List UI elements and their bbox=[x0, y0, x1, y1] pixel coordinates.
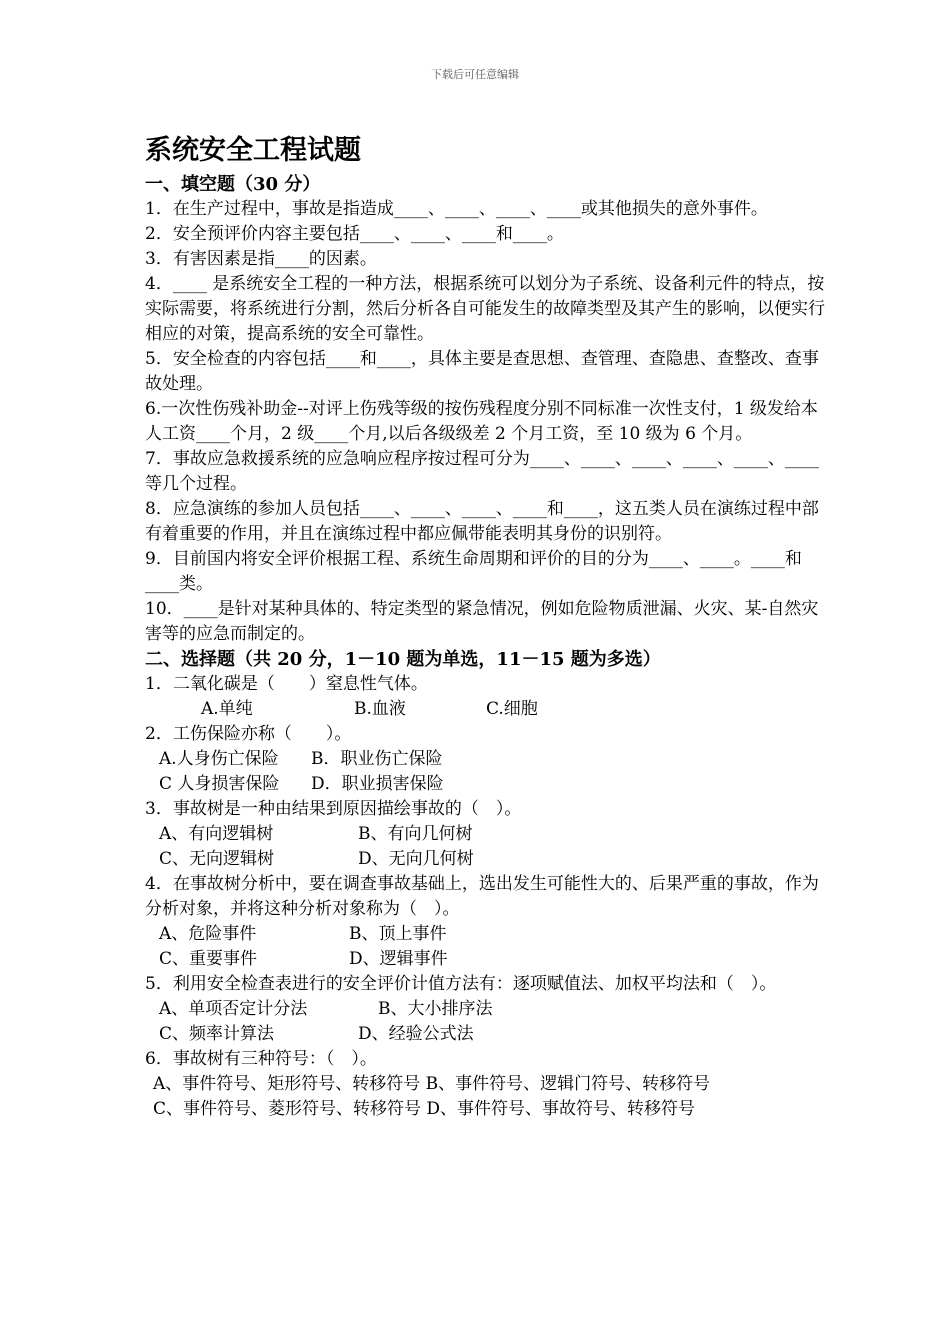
choice-question-3: 3．事故树是一种由结果到原因描绘事故的（ ）。 bbox=[145, 799, 522, 819]
choice-options-2-cd bbox=[145, 772, 825, 797]
option-a: A、危险事件 bbox=[159, 924, 257, 944]
choice-options-1 bbox=[145, 697, 825, 722]
fill-question-1: 1．在生产过程中，事故是指造成____、____、____、____或其他损失的意外事件。 bbox=[145, 199, 768, 219]
choice-options-4-ab bbox=[145, 922, 825, 947]
option-c: C.细胞 bbox=[486, 699, 538, 719]
option-d: D、逻辑事件 bbox=[349, 949, 448, 969]
choice-question-1: 1．二氧化碳是（ ）窒息性气体。 bbox=[145, 674, 428, 694]
option-d: D、无向几何树 bbox=[358, 849, 474, 869]
option-c: C、频率计算法 bbox=[159, 1024, 275, 1044]
fill-question-5: 5．安全检查的内容包括____和____，具体主要是查思想、查管理、查隐患、查整改、查事故处理。 bbox=[145, 349, 819, 394]
fill-question-4: 4．____ 是系统安全工程的一种方法，根据系统可以划分为子系统、设备利元件的特点，按实际需要，将系统进行分割，然后分析各自可能发生的故障类型及其产生的影响，以便实行相应的对策，提高系统的安全可靠性。 bbox=[145, 274, 825, 344]
fill-question-7: 7．事故应急救援系统的应急响应程序按过程可分为____、____、____、____、____、____等几个过程。 bbox=[145, 449, 819, 494]
choice-question-4: 4．在事故树分析中，要在调查事故基础上，选出发生可能性大的、后果严重的事故，作为分析对象，并将这种分析对象称为（ ）。 bbox=[145, 874, 819, 919]
option-b: B、顶上事件 bbox=[349, 924, 447, 944]
option-a: A.单纯 bbox=[201, 699, 253, 719]
choice-options-3-ab bbox=[145, 822, 825, 847]
fill-question-3: 3．有害因素是指____的因素。 bbox=[145, 249, 377, 269]
header-note: 下载后可任意编辑 bbox=[431, 68, 519, 81]
fill-question-10: 10．____是针对某种具体的、特定类型的紧急情况，例如危险物质泄漏、火灾、某-自然灾害等的应急而制定的。 bbox=[145, 599, 819, 644]
choice-options-3-cd bbox=[145, 847, 825, 872]
section-choice-heading: 二、选择题（共 20 分，1－10 题为单选，11－15 题为多选） bbox=[145, 649, 661, 670]
option-c: C、无向逻辑树 bbox=[159, 849, 275, 869]
page-title: 系统安全工程试题 bbox=[145, 135, 361, 166]
option-a: A.人身伤亡保险 bbox=[159, 749, 279, 769]
fill-question-8: 8．应急演练的参加人员包括____、____、____、____和____，这五类人员在演练过程中部有着重要的作用，并且在演练过程中都应佩带能表明其身份的识别符。 bbox=[145, 499, 819, 544]
option-d: D．职业损害保险 bbox=[311, 774, 444, 794]
choice-question-2: 2．工伤保险亦称（ ）。 bbox=[145, 724, 352, 744]
choice-options-6-cd: C、事件符号、菱形符号、转移符号 D、事件符号、事故符号、转移符号 bbox=[153, 1099, 696, 1119]
option-b: B、有向几何树 bbox=[358, 824, 473, 844]
option-c: C 人身损害保险 bbox=[159, 774, 280, 794]
choice-options-4-cd bbox=[145, 947, 825, 972]
choice-question-5: 5．利用安全检查表进行的安全评价计值方法有：逐项赋值法、加权平均法和（ ）。 bbox=[145, 974, 777, 994]
choice-options-5-cd bbox=[145, 1022, 825, 1047]
fill-question-6: 6.一次性伤残补助金--对评上伤残等级的按伤残程度分别不同标准一次性支付，1 级发给本人工资____个月，2 级____个月,以后各级级差 2 个月工资，至 10 级为 6 个月。 bbox=[145, 399, 818, 444]
option-a: A、有向逻辑树 bbox=[159, 824, 274, 844]
option-a: A、单项否定计分法 bbox=[159, 999, 308, 1019]
option-d: D、经验公式法 bbox=[358, 1024, 474, 1044]
section-fill-heading: 一、填空题（30 分） bbox=[145, 174, 321, 195]
choice-options-6-ab: A、事件符号、矩形符号、转移符号 B、事件符号、逻辑门符号、转移符号 bbox=[153, 1074, 711, 1094]
option-b: B、大小排序法 bbox=[378, 999, 493, 1019]
choice-options-5-ab bbox=[145, 997, 825, 1022]
document-body bbox=[145, 132, 825, 1122]
choice-question-6: 6．事故树有三种符号：（ ）。 bbox=[145, 1049, 377, 1069]
option-c: C、重要事件 bbox=[159, 949, 258, 969]
option-b: B.血液 bbox=[354, 699, 406, 719]
fill-question-2: 2．安全预评价内容主要包括____、____、____和____。 bbox=[145, 224, 564, 244]
fill-question-9: 9．目前国内将安全评价根据工程、系统生命周期和评价的目的分为____、____。____和____类。 bbox=[145, 549, 802, 594]
option-b: B．职业伤亡保险 bbox=[311, 749, 443, 769]
choice-options-2-ab bbox=[145, 747, 825, 772]
